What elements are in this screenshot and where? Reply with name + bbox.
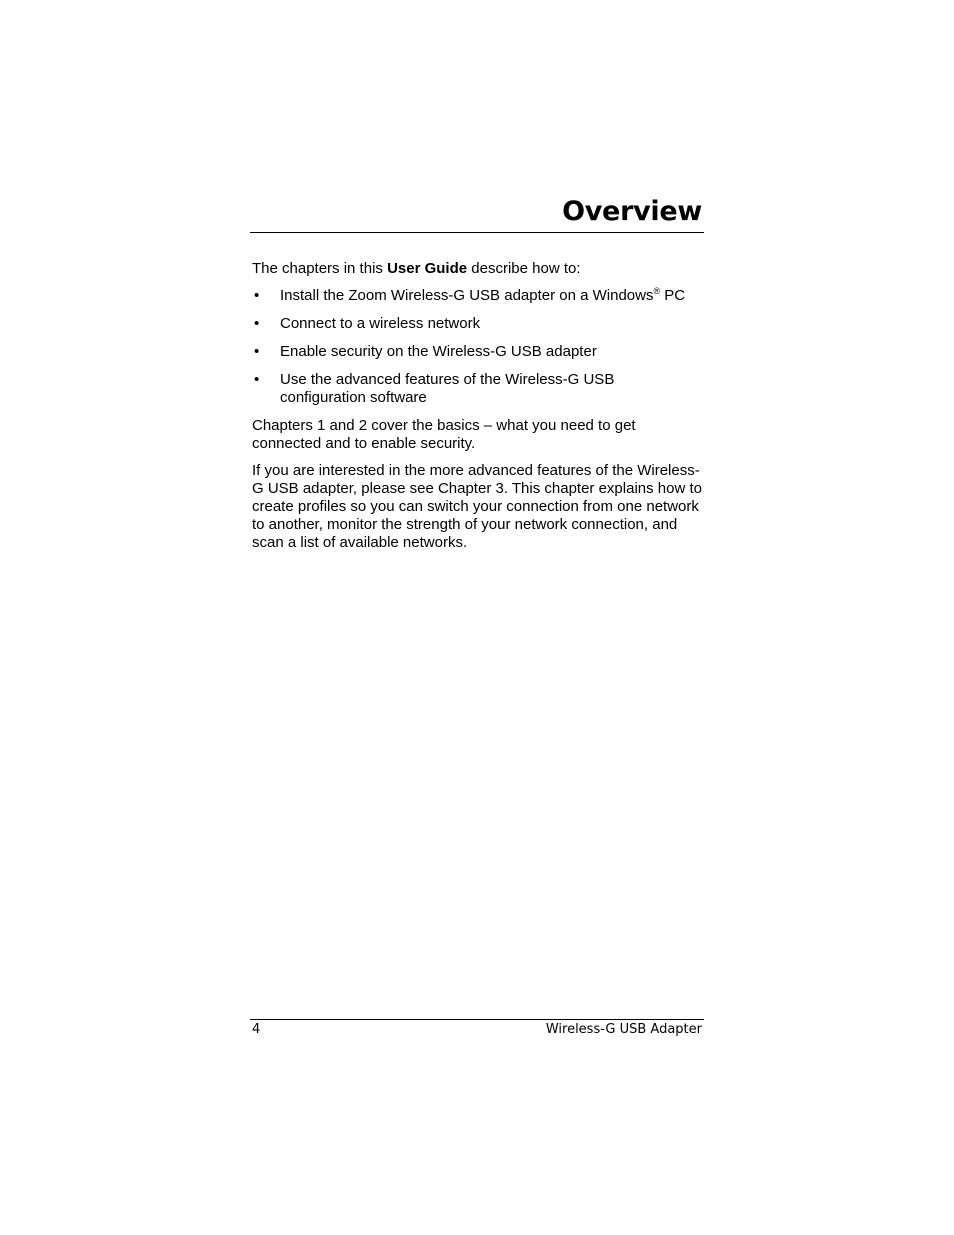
list-item — [252, 287, 704, 305]
list-item — [252, 343, 704, 361]
page-title: Overview — [562, 196, 702, 227]
intro-prefix: The chapters in this — [252, 260, 388, 277]
page-number: 4 — [252, 1022, 261, 1037]
bullet-icon: • — [254, 343, 260, 360]
bullet-icon: • — [254, 287, 260, 304]
registered-mark: ® — [653, 286, 661, 296]
title-divider — [250, 232, 704, 233]
intro-suffix: describe how to: — [467, 260, 581, 277]
basics-paragraph: Chapters 1 and 2 cover the basics – what you need to get connected and to enable security. — [252, 417, 636, 452]
footer-divider — [250, 1019, 704, 1020]
list-item-text: Enable security on the Wireless-G USB adapter — [280, 343, 597, 360]
list-item — [252, 371, 704, 407]
list-item-text: Install the Zoom Wireless-G USB adapter on a Windows — [280, 287, 654, 304]
user-guide-term: User Guide — [387, 260, 468, 277]
chapter-topics-list — [252, 287, 704, 407]
page-content — [252, 260, 704, 561]
list-item — [252, 315, 704, 333]
list-item-text: Use the advanced features of the Wireless-G USB configuration software — [280, 371, 615, 406]
bullet-icon: • — [254, 315, 260, 332]
intro-paragraph — [252, 260, 704, 278]
bullet-icon: • — [254, 371, 260, 388]
list-item-text-cont: PC — [660, 287, 686, 304]
footer-document-title: Wireless-G USB Adapter — [545, 1022, 702, 1037]
advanced-paragraph: If you are interested in the more advanced features of the Wireless-G USB adapter, please see Chapter 3. This chapter explains how to create profiles so you can switch your connection from one network to another, monitor the strength of your network connection, and scan a list of available networks. — [252, 462, 702, 551]
list-item-text: Connect to a wireless network — [280, 315, 481, 332]
